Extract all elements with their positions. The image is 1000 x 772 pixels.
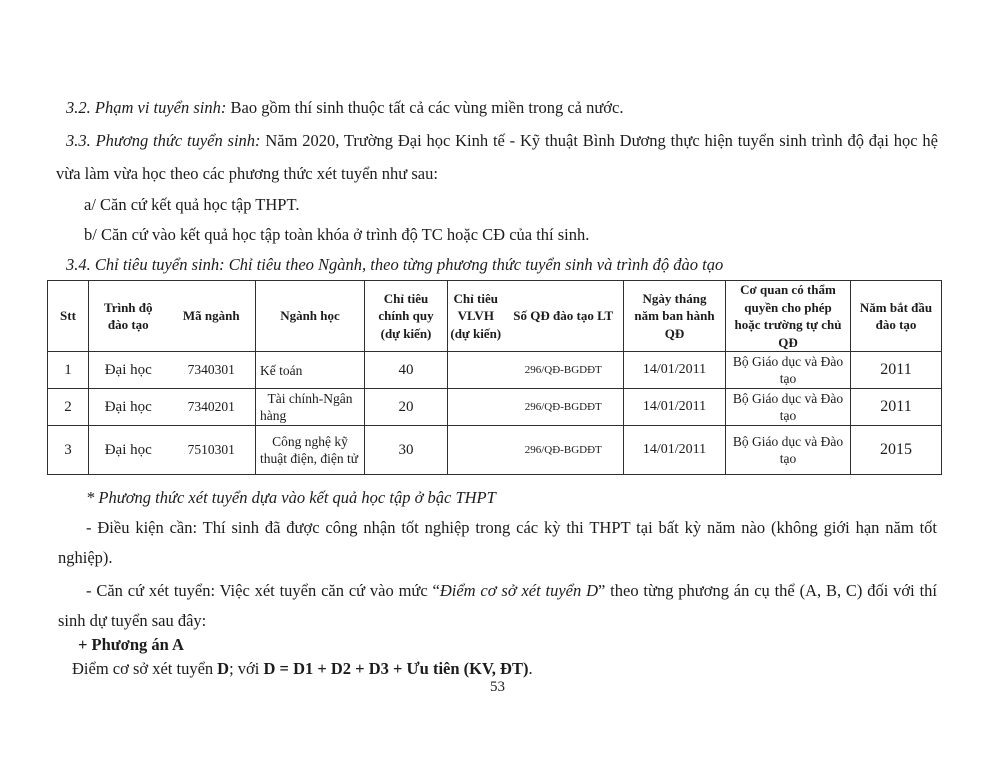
cell-stt: 1 (48, 352, 89, 389)
section-3-2-heading: 3.2. Phạm vi tuyển sinh: (66, 98, 227, 117)
cell-nam-bat-dau: 2015 (851, 426, 942, 475)
cell-so-qd: 296/QĐ-BGDĐT (504, 352, 624, 389)
section-3-3 (56, 124, 938, 190)
cell-nam-bat-dau: 2011 (851, 352, 942, 389)
note-plan-a: + Phương án A (78, 635, 184, 655)
cell-so-qd: 296/QĐ-BGDĐT (504, 426, 624, 475)
section-3-2-text: Bao gồm thí sinh thuộc tất cả các vùng miền trong cả nước. (226, 98, 624, 117)
cell-co-quan: Bộ Giáo dục và Đào tạo (726, 389, 851, 426)
cell-nam-bat-dau: 2011 (851, 389, 942, 426)
cell-stt: 2 (48, 389, 89, 426)
table-header-row (48, 281, 942, 352)
column-header-stt: Stt (48, 281, 89, 352)
cell-co-quan: Bộ Giáo dục và Đào tạo (726, 352, 851, 389)
cell-trinh-do: Đại học (89, 426, 168, 475)
formula-d: D (217, 659, 230, 679)
cell-trinh-do: Đại học (89, 389, 168, 426)
list-item-a: a/ Căn cứ kết quả học tập THPT. (84, 195, 300, 214)
page-number: 53 (490, 679, 505, 696)
column-header-so-qd: Số QĐ đào tạo LT (504, 281, 624, 352)
cell-stt: 3 (48, 426, 89, 475)
note-condition: - Điều kiện cần: Thí sinh đã được công nhận tốt nghiệp trong các kỳ thi THPT tại bất kỳ năm nào (không giới hạn năm tốt nghiệp). (58, 518, 937, 568)
formula-mid: ; với (229, 659, 264, 679)
cell-co-quan: Bộ Giáo dục và Đào tạo (726, 426, 851, 475)
table-row (48, 426, 942, 475)
cell-chi-tieu-chinh-quy: 40 (365, 352, 448, 389)
formula-end: . (528, 659, 533, 679)
cell-chi-tieu-chinh-quy: 20 (365, 389, 448, 426)
cell-ngay-ban-hanh: 14/01/2011 (624, 389, 726, 426)
cell-nganh-hoc: Công nghệ kỹ thuật điện, điện tử (256, 426, 365, 475)
cell-ngay-ban-hanh: 14/01/2011 (624, 352, 726, 389)
cell-trinh-do: Đại học (89, 352, 168, 389)
column-header-trinh-do: Trình độ đào tạo (89, 281, 168, 352)
note-basis-post: ” theo từng phương án cụ thể (A, B, C) đối với thí sinh dự tuyển sau đây: (58, 581, 937, 631)
enrollment-quota-table (47, 280, 942, 475)
formula-pre: Điểm cơ sở xét tuyển (72, 659, 214, 679)
section-3-3-heading: 3.3. Phương thức tuyển sinh: (66, 131, 261, 150)
cell-so-qd: 296/QĐ-BGDĐT (504, 389, 624, 426)
note-basis-pre: - Căn cứ xét tuyển: Việc xét tuyển căn cứ vào mức “ (86, 581, 440, 601)
cell-chi-tieu-vlvh (448, 426, 504, 475)
note-method-star: * Phương thức xét tuyển dựa vào kết quả học tập ở bậc THPT (86, 488, 496, 508)
note-basis (58, 576, 937, 636)
column-header-ngay-ban-hanh: Ngày tháng năm ban hành QĐ (624, 281, 726, 352)
column-header-co-quan: Cơ quan có thẩm quyền cho phép hoặc trường tự chủ QĐ (726, 281, 851, 352)
section-3-3-text: Năm 2020, Trường Đại học Kinh tế - Kỹ thuật Bình Dương thực hiện tuyển sinh trình độ đại học hệ vừa làm vừa học theo các phương thức xét tuyển như sau: (56, 131, 938, 183)
cell-nganh-hoc: Kế toán (256, 352, 365, 389)
cell-ma-nganh: 7510301 (168, 426, 256, 475)
section-3-4: 3.4. Chỉ tiêu tuyển sinh: Chỉ tiêu theo Ngành, theo từng phương thức tuyển sinh và trình độ đào tạo (66, 255, 724, 274)
section-3-2 (56, 91, 938, 124)
column-header-nam-bat-dau: Năm bắt đầu đào tạo (851, 281, 942, 352)
list-item-b: b/ Căn cứ vào kết quả học tập toàn khóa ở trình độ TC hoặc CĐ của thí sinh. (84, 225, 590, 244)
cell-ma-nganh: 7340201 (168, 389, 256, 426)
column-header-chi-tieu-vlvh: Chỉ tiêu VLVH (dự kiến) (448, 281, 504, 352)
column-header-nganh-hoc: Ngành học (256, 281, 365, 352)
table-row (48, 389, 942, 426)
formula-expr: D = D1 + D2 + D3 + Ưu tiên (KV, ĐT) (263, 659, 529, 679)
column-header-chi-tieu-chinh-quy: Chỉ tiêu chính quy (dự kiến) (365, 281, 448, 352)
cell-nganh-hoc: Tài chính-Ngân hàng (256, 389, 365, 426)
table-row (48, 352, 942, 389)
cell-chi-tieu-vlvh (448, 352, 504, 389)
cell-chi-tieu-vlvh (448, 389, 504, 426)
cell-chi-tieu-chinh-quy: 30 (365, 426, 448, 475)
column-header-ma-nganh: Mã ngành (168, 281, 256, 352)
cell-ma-nganh: 7340301 (168, 352, 256, 389)
note-basis-quote: Điểm cơ sở xét tuyển D (439, 581, 599, 601)
cell-ngay-ban-hanh: 14/01/2011 (624, 426, 726, 475)
notes-section (58, 483, 937, 684)
